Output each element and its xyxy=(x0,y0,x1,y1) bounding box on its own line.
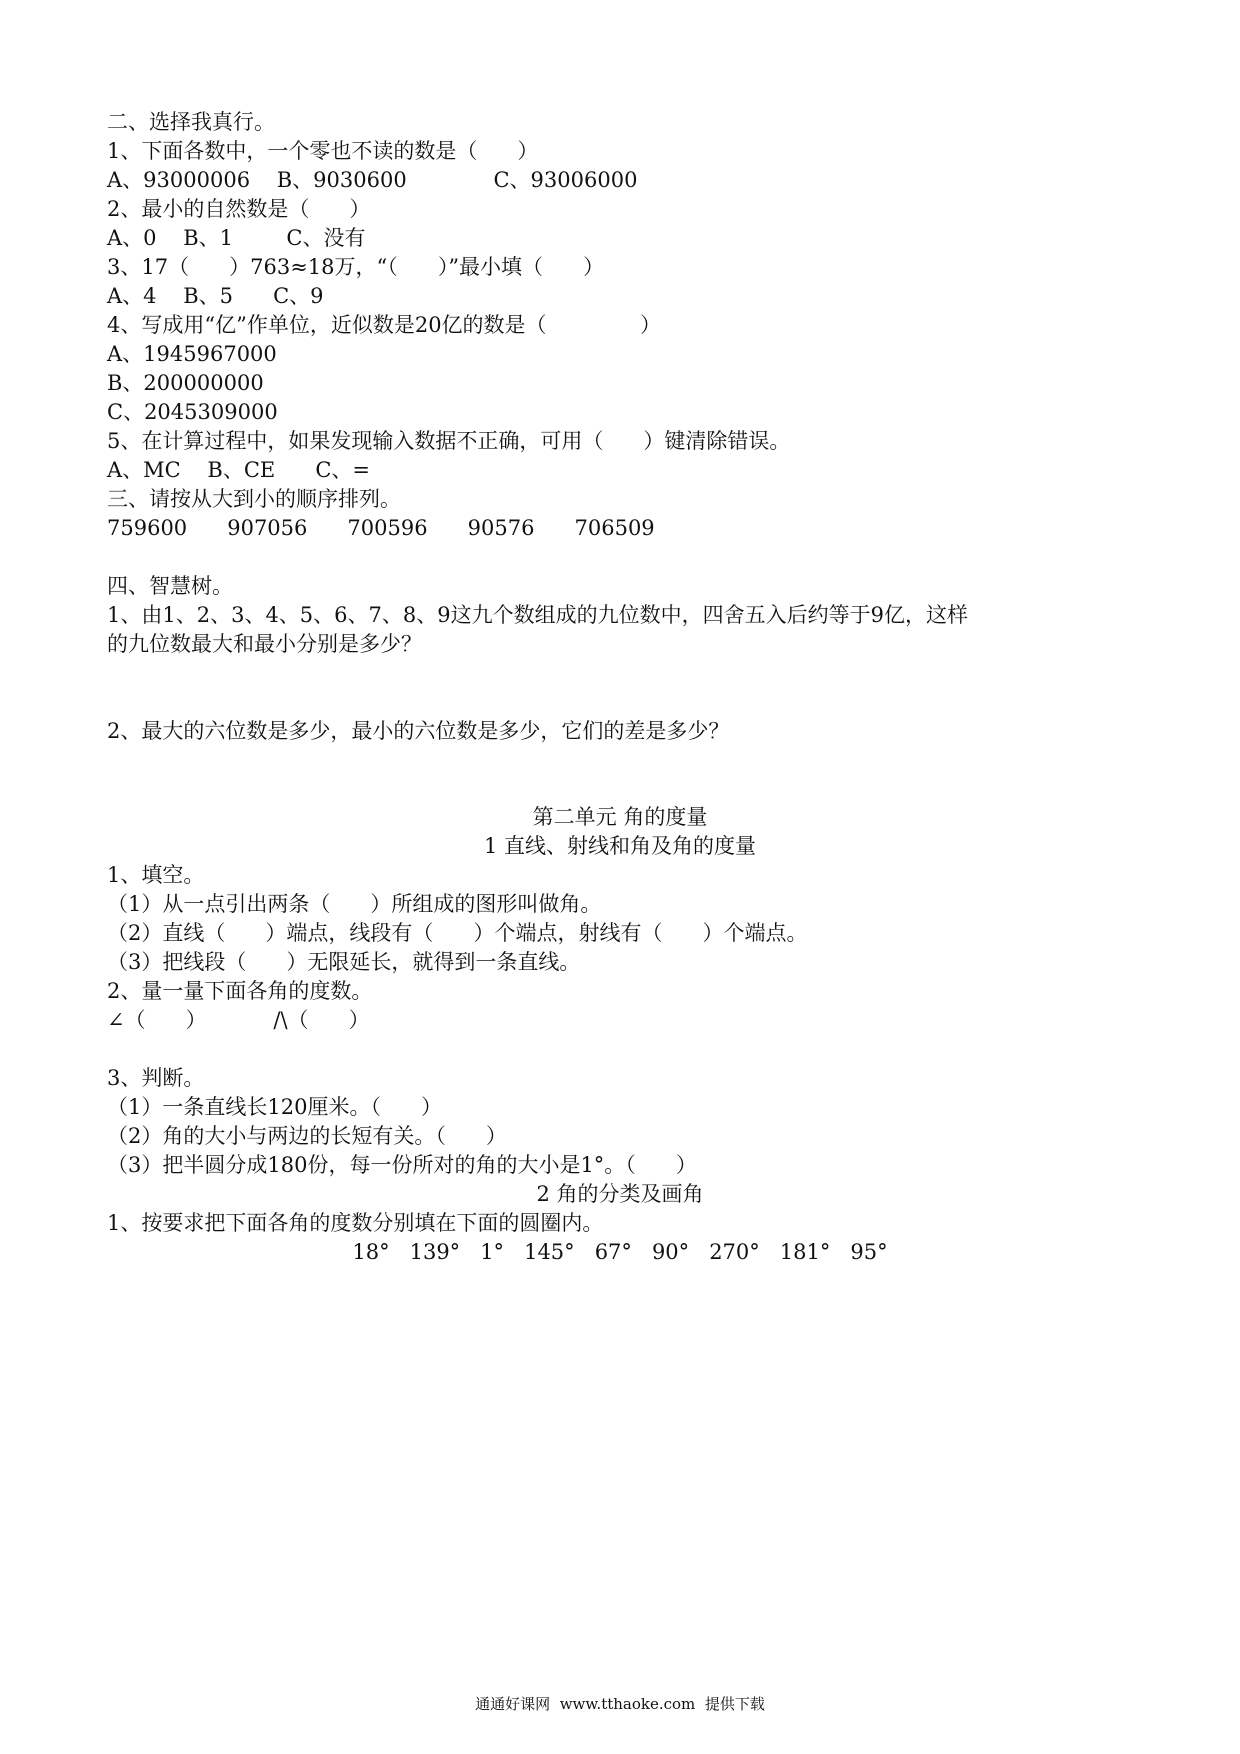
fill-heading: 1、填空。 xyxy=(107,863,205,887)
classify-degrees: 18° 139° 1° 145° 67° 90° 270° 181° 95° xyxy=(352,1240,888,1264)
question-2-4-option-a: A、1945967000 xyxy=(107,342,277,366)
question-2-4-option-b: B、200000000 xyxy=(107,371,264,395)
question-4-1-line-2: 的九位数最大和最小分别是多少？ xyxy=(107,632,422,656)
question-2-3: 3、17（ ）763≈18万，“（ ）”最小填（ ） xyxy=(107,255,605,279)
fill-item-1: （1）从一点引出两条（ ）所组成的图形叫做角。 xyxy=(107,892,602,916)
classify-heading: 1、按要求把下面各角的度数分别填在下面的圆圈内。 xyxy=(107,1211,604,1235)
question-2-1: 1、下面各数中，一个零也不读的数是（ ） xyxy=(107,139,539,163)
question-2-3-options: A、4 B、5 C、9 xyxy=(107,284,324,308)
question-4-2: 2、最大的六位数是多少，最小的六位数是多少，它们的差是多少？ xyxy=(107,719,730,743)
judge-item-1: （1）一条直线长120厘米。（ ） xyxy=(107,1095,442,1119)
question-2-4: 4、写成用“亿”作单位，近似数是20亿的数是（ ） xyxy=(107,313,662,337)
question-4-1-line-1: 1、由1、2、3、4、5、6、7、8、9这九个数组成的九位数中，四舍五入后约等于9亿，这样 xyxy=(107,603,968,627)
measure-heading: 2、量一量下面各角的度数。 xyxy=(107,979,373,1003)
section-4-heading: 四、智慧树。 xyxy=(107,574,233,598)
unit-2-title: 第二单元 角的度量 xyxy=(532,805,708,829)
unit-2-subtitle-2: 2 角的分类及画角 xyxy=(536,1182,704,1206)
fill-item-3: （3）把线段（ ）无限延长，就得到一条直线。 xyxy=(107,950,581,974)
judge-heading: 3、判断。 xyxy=(107,1066,205,1090)
judge-item-2: （2）角的大小与两边的长短有关。（ ） xyxy=(107,1124,507,1148)
section-3-heading: 三、请按从大到小的顺序排列。 xyxy=(107,487,401,511)
measure-angles: ∠（ ） /\（ ） xyxy=(107,1008,370,1032)
question-2-2: 2、最小的自然数是（ ） xyxy=(107,197,371,221)
question-2-2-options: A、0 B、1 C、没有 xyxy=(107,226,366,250)
fill-item-2: （2）直线（ ）端点，线段有（ ）个端点，射线有（ ）个端点。 xyxy=(107,921,808,945)
unit-2-subtitle-1: 1 直线、射线和角及角的度量 xyxy=(483,834,757,858)
sort-numbers: 759600 907056 700596 90576 706509 xyxy=(107,516,655,540)
question-2-1-options: A、93000006 B、9030600 C、93006000 xyxy=(107,168,638,192)
question-2-5: 5、在计算过程中，如果发现输入数据不正确，可用（ ）键清除错误。 xyxy=(107,429,791,453)
question-2-5-options: A、MC B、CE C、= xyxy=(107,458,370,482)
judge-item-3: （3）把半圆分成180份，每一份所对的角的大小是1°。（ ） xyxy=(107,1153,697,1177)
section-2-heading: 二、选择我真行。 xyxy=(107,110,275,134)
question-2-4-option-c: C、2045309000 xyxy=(107,400,278,424)
page-footer: 通通好课网 www.tthaoke.com 提供下载 xyxy=(475,1695,765,1713)
